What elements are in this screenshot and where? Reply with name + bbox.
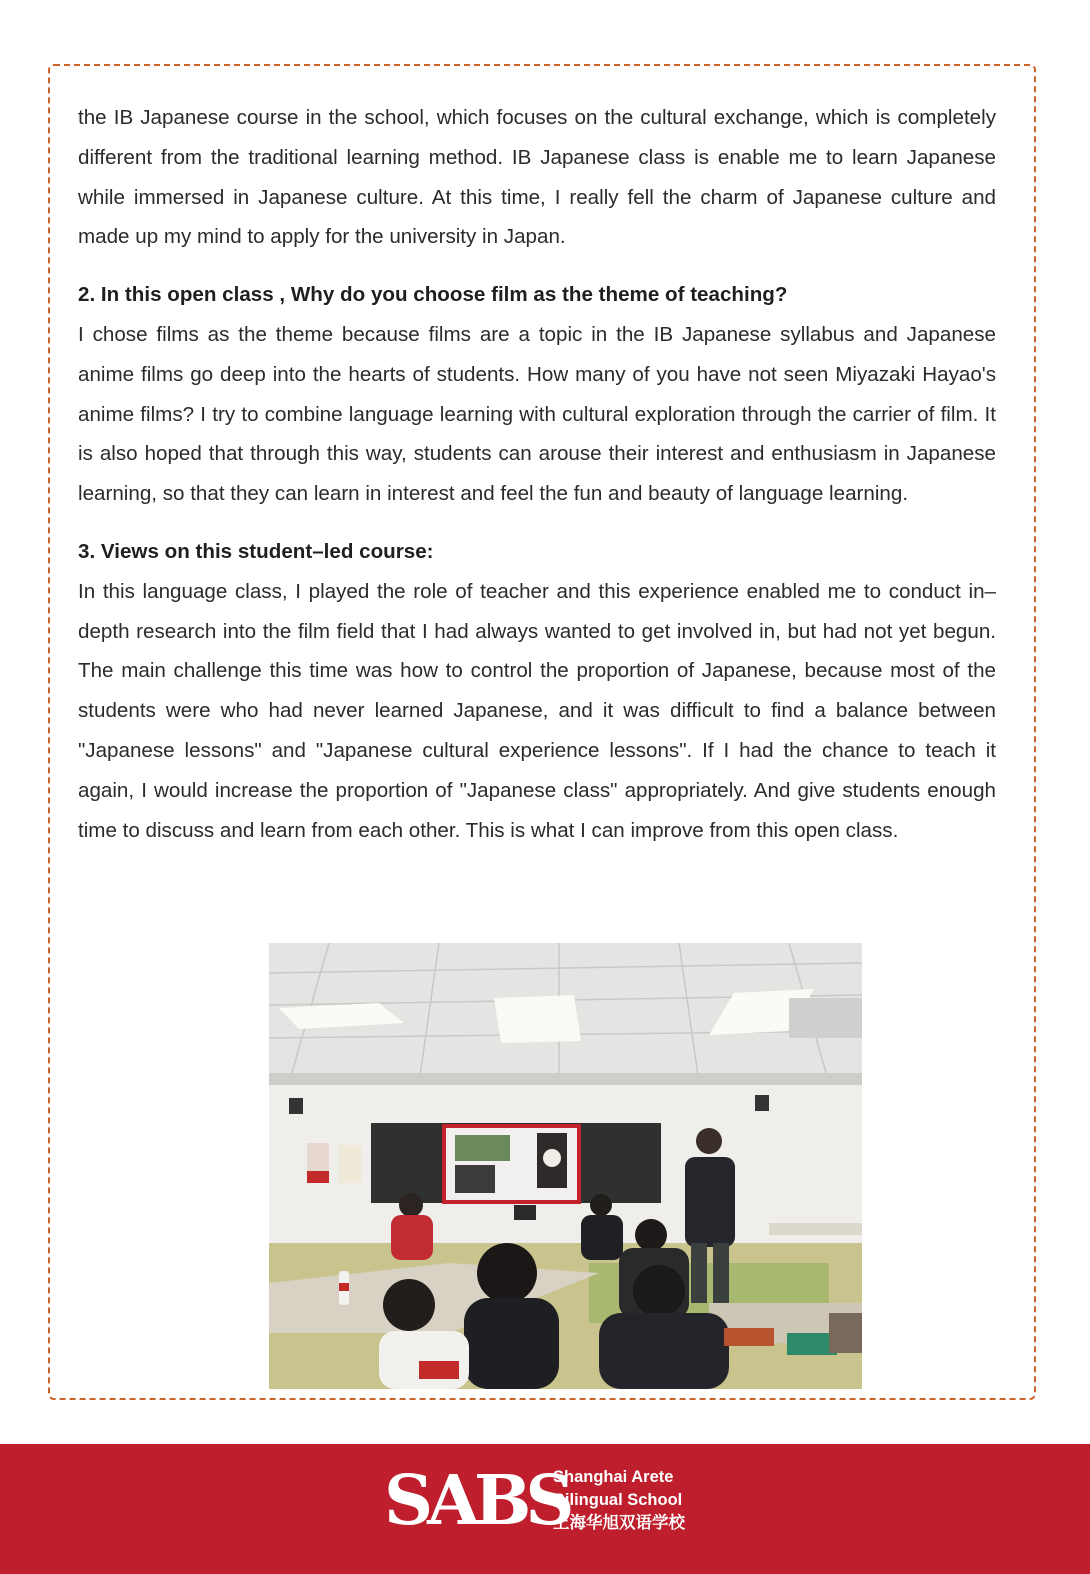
school-name-line-1: Shanghai Arete	[553, 1468, 674, 1486]
intro-paragraph: the IB Japanese course in the school, which focuses on the cultural exchange, which is completely different from the traditional learning method. IB Japanese class is enable me to learn Japanese while immersed in Japanese culture. At this time, I really fell the charm of Japanese culture and made up my mind to apply for the university in Japan.	[78, 106, 996, 249]
article-body	[78, 98, 996, 850]
footer-banner	[0, 1444, 1090, 1574]
question-2-heading: 2. In this open class , Why do you choose film as the theme of teaching?	[78, 283, 788, 307]
sabs-logo: SABS	[384, 1461, 569, 1541]
school-name-line-2: Bilingual School	[553, 1491, 683, 1509]
school-name-chinese: 上海华旭双语学校	[553, 1514, 685, 1532]
school-name	[553, 1466, 685, 1535]
question-3-heading: 3. Views on this student–led course:	[78, 539, 434, 563]
classroom-photo	[269, 943, 862, 1389]
question-3-answer: In this language class, I played the role of teacher and this experience enabled me to conduct in–depth research into the film field that I had always wanted to get involved in, but had not yet begun. The main challenge this time was how to control the proportion of Japanese, because most of the students were who had never learned Japanese, and it was difficult to find a balance between "Japanese lessons" and "Japanese cultural experience lessons". If I had the chance to teach it again, I would increase the proportion of "Japanese class" appropriately. And give students enough time to discuss and learn from each other. This is what I can improve from this open class.	[78, 579, 996, 842]
question-2-answer: I chose films as the theme because films are a topic in the IB Japanese syllabus and Japanese anime films go deep into the hearts of students. How many of you have not seen Miyazaki Hayao's anime films? I try to combine language learning with cultural exploration through the carrier of film. It is also hoped that through this way, students can arouse their interest and enthusiasm in Japanese learning, so that they can learn in interest and feel the fun and beauty of language learning.	[78, 322, 996, 506]
